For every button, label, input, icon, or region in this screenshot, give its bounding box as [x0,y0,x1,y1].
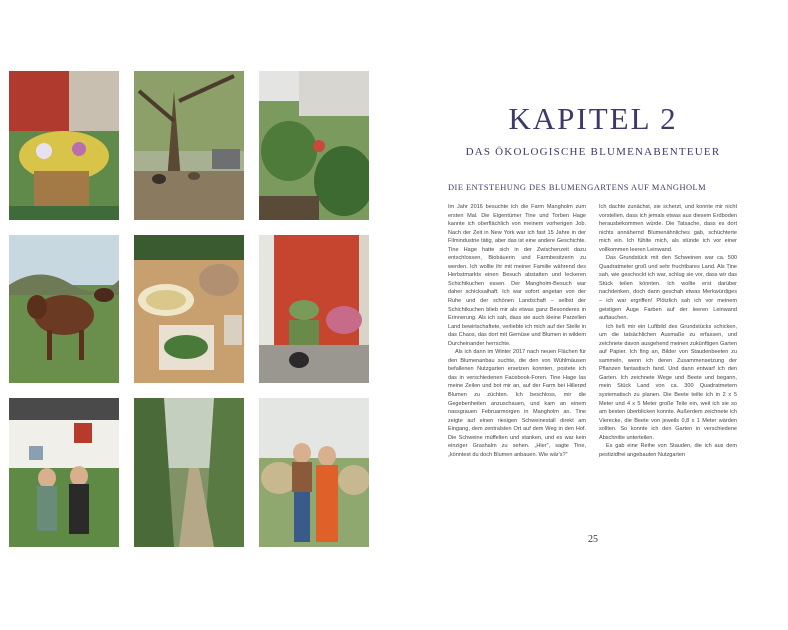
paragraph: Im Jahr 2016 besuchte ich die Farm Mangholm zum ersten Mal. Die Eigentümer Tine und Torben Hage kannte ich oberflächlich von meinem vorherigen Job. Nach der Zeit in New York war ich fast 15 Jahre in der Filmindustrie tätig, aber das ist eine andere Geschichte. Tine Hage hatte sich in der Zwischenzeit dazu entschlossen, Biobäuerin und Farmbesitzerin zu werden. Ich wollte ihr mit meiner Familie während des Herbstmarkts einen Besuch abstatten und leckeren Schichtkuchen essen. Der Mangholm-Besuch war daher schicksalhaft. Ich war sofort angetan von der Ruhe und der schönen Landschaft – selbst der Schichtkuchen blieb mir als etwas ganz Besonderes in Erinnerung. Als ich sah, dass sie auch kleine Parzellen Land bewirtschaftete, verliebte ich mich auf der Stelle in das Chaos, das dort mit Gemüse und Blumen in wildem Durcheinander herrschte. [448,204,586,347]
paragraph: Ich ließ mir ein Luftbild des Grundstücks schicken, um die tatsächlichen Ausmaße zu erfassen, und zeichnete davon ausgehend meinen zukünftigen Garten auf Papier. Ich fing an, Bilder von Staudenbeeten zu sammeln, wenn ich deren Zusammensetzung der Pflanzen fantastisch fand. Und dann entwarf ich den Garten. Ich zeichnete Wege und Beete und begann, mein Stück Land von ca. 300 Quadratmetern systematisch zu planen. Die Beete teilte ich in 2 x 5 Meter und 4 x 5 Meter große Teile ein, weil ich sie so am besten überblicken konnte. Außerdem zeichnete ich Vierecke, die Beete von jeweils 0,8 x 1 Meter wärden sollten. So konnte ich den Garten in verschiedene Abschnitte unterteilen. [599,323,737,441]
photo-food-table [134,235,244,383]
photo-brown-cow [9,235,119,383]
paragraph: Als ich dann im Winter 2017 nach neuen Flächen für den Blumenanbau suchte, die den von Wühlmäusen befallenen Nutzgarten ersetzen konnten, postete ich das in verschiedenen Facebook-Foren. Tine Hage las meine Zeilen und bot mir an, auf der Farm bei Hillerød Blumen zu züchten. Ich beschloss, mir die Gegebenheiten anzuschauen, und kam an einem nassgrauen Februarmorgen in Mangholm an. Tine zeigte auf einen riesigen Schweinestall direkt am Eingang, dem zentralsten Ort auf dem Weg in den Hof. Die Schweine müffelten und stanken, und es war kein einziger Grashalm zu sehen. „Hier", sagte Tine, „könntest du doch Blumen anbauen. Wie wär's?" [448,349,586,458]
paragraph: Es gab eine Reihe von Stauden, die ich aus dem pestizidfrei angebauten Nutzgarten [599,443,737,458]
photo-two-women-house [9,398,119,547]
photo-two-women-hay [259,398,369,547]
chapter-subtitle: DAS ÖKOLOGISCHE BLUMENABENTEUER [465,146,721,158]
page-number: 25 [588,534,598,545]
photo-pigs-under-tree [134,71,244,220]
text-column-right [599,203,737,459]
text-column-left [448,203,586,459]
photo-flower-basket [9,71,119,220]
paragraph: Das Grundstück mit den Schweinen war ca. 500 Quadratmeter groß und sehr fruchtbares Land. Als Tine sah, wie geschockt ich war, schlug sie vor, dass wir das Stück teilen könnten. Ich wollte erst darüber nachdenken, doch dann geschah etwas Merkwürdiges – ich war ergriffen! Plötzlich sah ich vor meinem geistigen Auge Farben auf der leeren Leinwand auftauchen. [599,255,737,322]
section-heading: DIE ENTSTEHUNG DES BLUMENGARTENS AUF MANGHOLM [448,183,707,192]
chapter-title: KAPITEL 2 [508,101,678,136]
photo-red-door-cat [259,235,369,383]
photo-farm-market-plants [259,71,369,220]
paragraph: Ich dachte zunächst, sie scherzt, und konnte mir nicht vorstellen, dass ich jemals etwas aus diesem Erdboden herausbekommen würde. Die Tatsache, dass es dort nichts annähernd Blumenähnliches gab, schüchterte mich ein. Ich fühlte mich, als stünde ich vor einer vollkommen leeren Leinwand. [599,204,737,253]
photo-forest-path [134,398,244,547]
